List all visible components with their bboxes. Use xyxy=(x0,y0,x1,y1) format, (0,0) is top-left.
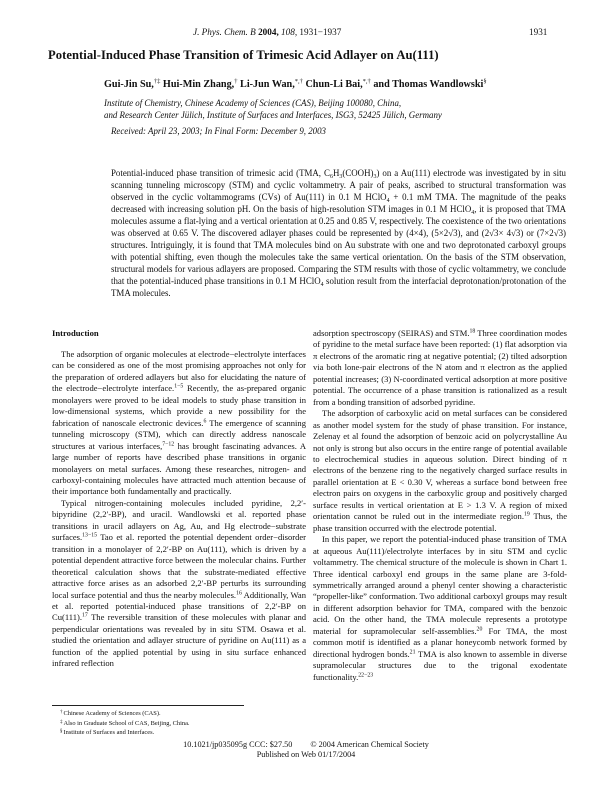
affiliation xyxy=(104,97,584,121)
body-paragraph: The adsorption of carboxylic acid on metal surfaces can be considered as another model system for the study of phase transition. For instance, Zelenay et al found the adsorption of benzoic acid on polycrystalline Au not only is strong but also occurs in the entire range of potential available to electrochemical studies in aqueous solution. Direct binding of π electrons of the benzene ring to the negatively charged surface results in parallel orientation at E < 0.30 V, whereas a surface bond between free electron pairs on oxygens in the carboxylic group and positively charged surface results in vertical orientation at E > 1.3 V. A region of mixed orientation cannot be ruled out in the intermediate region.$^{19}$ Thus, the phase transition occurred with the electrode potential. xyxy=(313,408,567,533)
citation: 16 xyxy=(236,590,242,597)
journal-year: 2004, xyxy=(258,27,279,37)
right-column xyxy=(313,328,567,683)
received-dates: Received: April 23, 2003; In Final Form: December 9, 2003 xyxy=(111,126,326,136)
author: Gui-Jin Su,†‡ xyxy=(104,78,161,90)
author: Chun-Li Bai,*,† xyxy=(305,78,371,90)
affiliation-line: Institute of Chemistry, Chinese Academy of Sciences (CAS), Beijing 100080, China, xyxy=(104,98,402,108)
citation: 6 xyxy=(203,418,207,425)
body-paragraph-continued: adsorption spectroscopy (SEIRAS) and STM.$^{18}$ Three coordination modes of pyridine to the metal surface have been reported: (1) flat adsorption via π electrons of the aromatic ring at negative potential; (2) tilted adsorption via both lone-pair electrons of the N atom and π electron as the applied potential increases; (3) N-coordinated vertical adsorption at more positive potential. The occurrence of a phase transition is rationalized as a result from a bonding transition of adsorbed pyridine. xyxy=(313,328,567,407)
imprint-line xyxy=(0,740,612,750)
citation: 20 xyxy=(476,626,483,633)
abstract xyxy=(111,168,566,299)
imprint xyxy=(0,740,612,759)
footnote: §Institute of Surfaces and Interfaces. xyxy=(60,729,155,737)
left-column xyxy=(52,328,306,670)
journal-reference xyxy=(193,27,341,37)
affiliation-line: and Research Center Jülich, Institute of Surfaces and Interfaces, ISG3, 52425 Jülich, Germany xyxy=(104,110,442,120)
journal-name: J. Phys. Chem. B xyxy=(193,27,256,37)
section-heading: Introduction xyxy=(52,328,99,338)
author-list xyxy=(104,79,604,90)
abstract-paragraph: Potential-induced phase transition of trimesic acid (TMA, $C_6H_3(COOH)_3$) on a Au(111) electrode was investigated by in situ scanning tunneling microscopy (STM) and cyclic voltammetry. A pair of peaks, ascribed to structural transformation was observed in the cyclic voltammograms (CVs) of Au(111) in 0.1 M HClO$_4$ + 0.1 mM TMA. The magnitude of the peaks decreased with increasing solution pH. On the basis of high-resolution STM images in 0.1 M HClO$_4$, it is proposed that TMA molecules assume a flat-lying and a vertical orientation at 0.25 and 0.85 V, respectively. The coexistence of the two orientations was observed at 0.65 V. The discovered adlayer phases could be represented by (4×4), (5×2√3), and (2√3× 4√3) or (7×2√3) structures. Intriguingly, it is found that TMA molecules bind on Au substrate with one and two deprotonated carboxyl groups with potential shifting, even though the molecules take the same vertical orientation. On the basis of the STM observation, structural models for various adlayers are proposed. Comparing the STM results with those of cyclic voltammetry, we conclude that the potential-induced phase transitions in 0.1 M HClO$_4$ solution result from the interfacial deprotonation/protonation of the TMA molecules. xyxy=(111,168,567,298)
body-paragraph: The adsorption of organic molecules at electrode−electrolyte interfaces can be considered as one of the most promising approaches not only for the preparation of ordered adlayers but also for elucidating the nature of the electrode−electrolyte interface.$^{1-5}$ Recently, the as-prepared organic monolayers were proved to be ideal models to study phase transition in low-dimensional systems, which provide a new possibility for the fabrication of nanoscale electronic devices.$^6$ The emergence of scanning tunneling microscopy (STM), which can directly address nanoscale structures at various interfaces,$^{7-12}$ has brought fascinating advances. A large number of reports have described phase transitions in organic monolayers on metal surfaces. Among these researches, nitrogen- and carboxyl-containing molecules have attracted much attention because of their importance both fundamentally and practically. xyxy=(52,349,307,497)
author: and Thomas Wandlowski§ xyxy=(373,78,487,90)
footnote-divider xyxy=(52,705,244,706)
body-paragraph: In this paper, we report the potential-induced phase transition of TMA at aqueous Au(111)/electrolyte interfaces by in situ STM and cyclic voltammetry. The chemical structure of the molecule is shown in Chart 1. Three identical carboxyl end groups in the same plane are 3-fold-symmetrically arranged around a phenyl center showing a characteristic “propeller-like” conformation. Two additional carboxyl groups may result in different adsorption behavior for TMA, compared with the benzoic acid. On the other hand, the TMA molecule represents a prototype material for supramolecular self-assemblies.$^{20}$ For TMA, the most common motif is identified as a planar honeycomb network formed by directional hydrogen bonds.$^{21}$ TMA is also known to assemble in diverse supramolecular structures due to the trigonal exodentate functionality.$^{22-23}$ xyxy=(313,534,567,682)
citation: 21 xyxy=(409,649,416,656)
footnotes xyxy=(60,709,310,738)
copyright: © 2004 American Chemical Society xyxy=(310,740,429,749)
citation: 7−12 xyxy=(162,441,175,448)
citation: 1−5 xyxy=(174,383,184,390)
citation: 13−15 xyxy=(82,532,98,539)
author: Li-Jun Wan,*,† xyxy=(240,78,303,90)
journal-pages: 1931−1937 xyxy=(299,27,342,37)
paper-title: Potential-Induced Phase Transition of Trimesic Acid Adlayer on Au(111) xyxy=(48,48,439,62)
citation: 19 xyxy=(523,511,530,518)
citation: 18 xyxy=(469,328,476,335)
footnote: ‡Also in Graduate School of CAS, Beijing, China. xyxy=(60,719,190,727)
journal-volume: 108, xyxy=(281,27,298,37)
page-number: 1931 xyxy=(529,27,548,37)
publication-date: Published on Web 01/17/2004 xyxy=(256,749,356,759)
doi-ccc: 10.1021/jp035095g CCC: $27.50 xyxy=(183,740,293,749)
body-paragraph: Typical nitrogen-containing molecules included pyridine, 2,2′-bipyridine (2,2′-BP), and uracil. Wandlowski et al. reported phase transitions in uracil adlayers on Ag, Au, and Hg electrode−substrate surfaces.$^{13-15}$ Tao et al. reported the potential dependent order−disorder transition in a monolayer of 2,2′-BP on Au(111), which is driven by a potential dependent attractive force between the molecular chains. Further theoretical calculation shows that the substrate-mediated effective attractive force arises as an adsorbed 2,2′-BP perturbs its surrounding local surface potential and thus the nearby molecules.$^{16}$ Additionally, Wan et al. reported potential-induced phase transitions of 2,2′-BP on Cu(111).$^{17}$ The reversible transition of these molecules with planar and perpendicular orientations was revealed by in situ STM. Osawa et al. studied the orientation and adlayer structure of pyridine on Au(111) as a function of the applied potential by using in situ surface enhanced infrared reflection xyxy=(52,497,307,669)
running-head xyxy=(0,27,612,39)
citation: 22−23 xyxy=(358,672,374,679)
footnote: †Chinese Academy of Sciences (CAS). xyxy=(60,710,161,717)
citation: 17 xyxy=(82,612,88,619)
author: Hui-Min Zhang,† xyxy=(162,78,238,90)
